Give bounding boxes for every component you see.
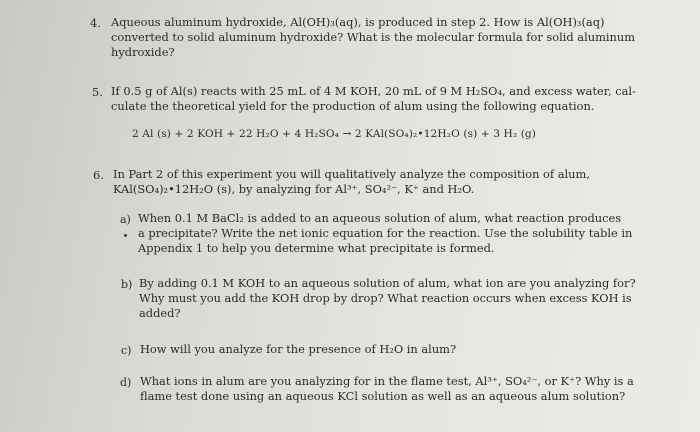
question-4-line: hydroxide? [111, 45, 175, 59]
part-d-line: What ions in alum are you analyzing for in the flame test, Al³⁺, SO₄²⁻, or K⁺? Why is a [140, 374, 634, 388]
question-4-number: 4. [90, 16, 101, 30]
part-a-line: Appendix 1 to help you determine what precipitate is formed. [138, 241, 495, 255]
question-6-number: 6. [93, 168, 104, 182]
part-c-line: How will you analyze for the presence of H₂O in alum? [140, 342, 457, 356]
question-6-line: KAl(SO₄)₂•12H₂O (s), by analyzing for Al³⁺, SO₄²⁻, K⁺ and H₂O. [113, 182, 475, 196]
part-a-line: a precipitate? Write the net ionic equation for the reaction. Use the solubility table in [138, 226, 633, 240]
part-a-text [138, 211, 678, 256]
question-6-text [113, 167, 673, 197]
part-b-line: Why must you add the KOH drop by drop? What reaction occurs when excess KOH is [139, 291, 632, 305]
part-a-line: When 0.1 M BaCl₂ is added to an aqueous solution of alum, what reaction produces [138, 211, 622, 225]
question-5-text [111, 84, 671, 114]
part-c-text [140, 342, 680, 357]
part-d-text [140, 374, 680, 404]
alum-equation: 2 Al (s) + 2 KOH + 22 H₂O + 4 H₂SO₄ → 2 KAl(SO₄)₂•12H₂O (s) + 3 H₂ (g) [132, 128, 537, 140]
pen-mark [124, 234, 127, 237]
question-4-line: converted to solid aluminum hydroxide? What is the molecular formula for solid aluminum [111, 30, 635, 44]
question-4-line: Aqueous aluminum hydroxide, Al(OH)₃(aq), is produced in step 2. How is Al(OH)₃(aq) [111, 15, 605, 29]
part-c-label: c) [121, 344, 132, 357]
part-b-line: By adding 0.1 M KOH to an aqueous solution of alum, what ion are you analyzing for? [139, 276, 636, 290]
part-d-label: d) [120, 376, 132, 389]
part-a-label: a) [120, 213, 131, 226]
question-5-number: 5. [92, 85, 103, 99]
part-b-text [139, 276, 679, 321]
question-5-line: If 0.5 g of Al(s) reacts with 25 mL of 4 M KOH, 20 mL of 9 M H₂SO₄, and excess water, cal- [111, 84, 636, 98]
part-b-line: added? [139, 306, 181, 320]
question-6-line: In Part 2 of this experiment you will qualitatively analyze the composition of alum, [113, 167, 590, 181]
question-4-text [111, 15, 671, 60]
part-d-line: flame test done using an aqueous KCl solution as well as an aqueous alum solution? [140, 389, 626, 403]
part-b-label: b) [121, 278, 133, 291]
question-5-line: culate the theoretical yield for the production of alum using the following equation. [111, 99, 595, 113]
